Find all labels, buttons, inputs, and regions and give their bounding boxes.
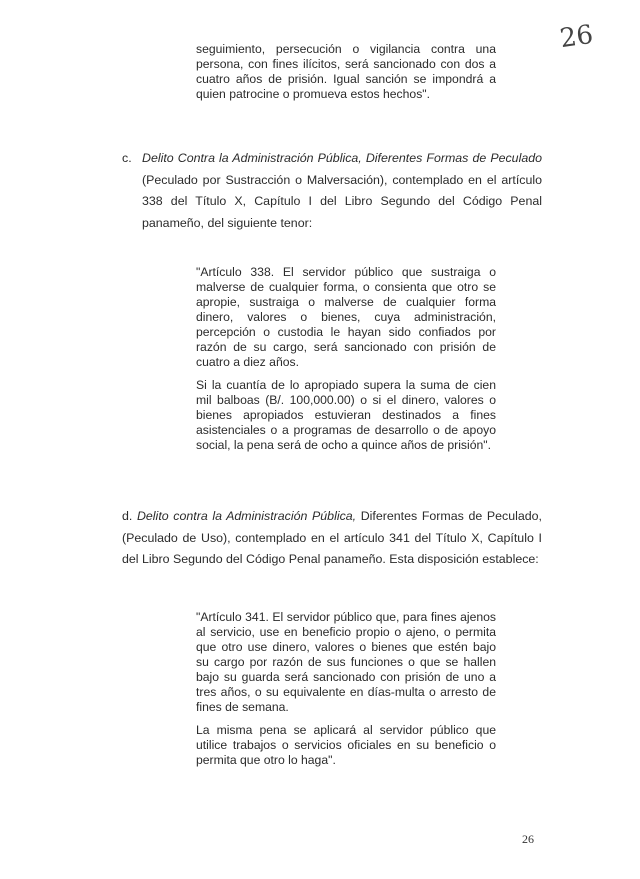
quote-block-article-341 [196,610,496,768]
item-c-marker: c. [122,151,132,165]
quote-block-top [196,42,496,102]
item-c [122,148,542,234]
quote-341-paragraph-1: "Artículo 341. El servidor público que, para fines ajenos al servicio, use en beneficio propio o ajeno, o permita que otro use dinero, valores o bienes que estén bajo su cargo por razón de sus funciones o que se hallen bajo su guarda será sancionado con prisión de uno a tres años, o su equivalente en días-multa o arresto de fines de semana. [196,610,496,714]
quote-top-text: seguimiento, persecución o vigilancia contra una persona, con fines ilícitos, será sancionado con dos a cuatro años de prisión. Igual sanción se impondrá a quien patrocine o promueva estos hechos". [196,42,496,101]
item-d-paragraph [122,506,542,571]
item-d [122,506,542,571]
item-d-marker: d. [122,509,133,523]
item-c-paragraph [122,148,542,234]
item-d-title: Delito contra la Administración Pública, [136,509,357,523]
item-d-text: Diferentes Formas de Peculado, (Peculado de Uso), contemplado en el artículo 341 del Título X, Capítulo I del Libro Segundo del Código Penal panameño. Esta disposición establece: [122,509,542,566]
quote-338-paragraph-2: Si la cuantía de lo apropiado supera la suma de cien mil balboas (B/. 100,000.00) o si el dinero, valores o bienes apropiados estuvieran destinados a fines asistenciales o a programas de desarrollo o de apoyo social, la pena será de ocho a quince años de prisión". [196,378,496,452]
item-c-text: (Peculado por Sustracción o Malversación), contemplado en el artículo 338 del Título X, Capítulo I del Libro Segundo del Código Penal panameño, del siguiente tenor: [142,172,542,230]
handwritten-folio-number: 26 [558,19,596,55]
quote-338-paragraph-1: "Artículo 338. El servidor público que sustraiga o malverse de cualquier forma, o consienta que otro se apropie, sustraiga o malverse de cualquier forma dinero, valores o bienes, cuya administración, percepción o custodia le hayan sido confiados por razón de su cargo, será sancionado con prisión de cuatro a diez años. [196,265,496,369]
quote-341-paragraph-2: La misma pena se aplicará al servidor público que utilice trabajos o servicios oficiales en su beneficio o permita que otro lo haga". [196,723,496,767]
page-number: 26 [522,832,534,846]
quote-block-article-338 [196,265,496,453]
item-c-title: Delito Contra la Administración Pública, Diferentes Formas de Peculado [142,151,542,165]
